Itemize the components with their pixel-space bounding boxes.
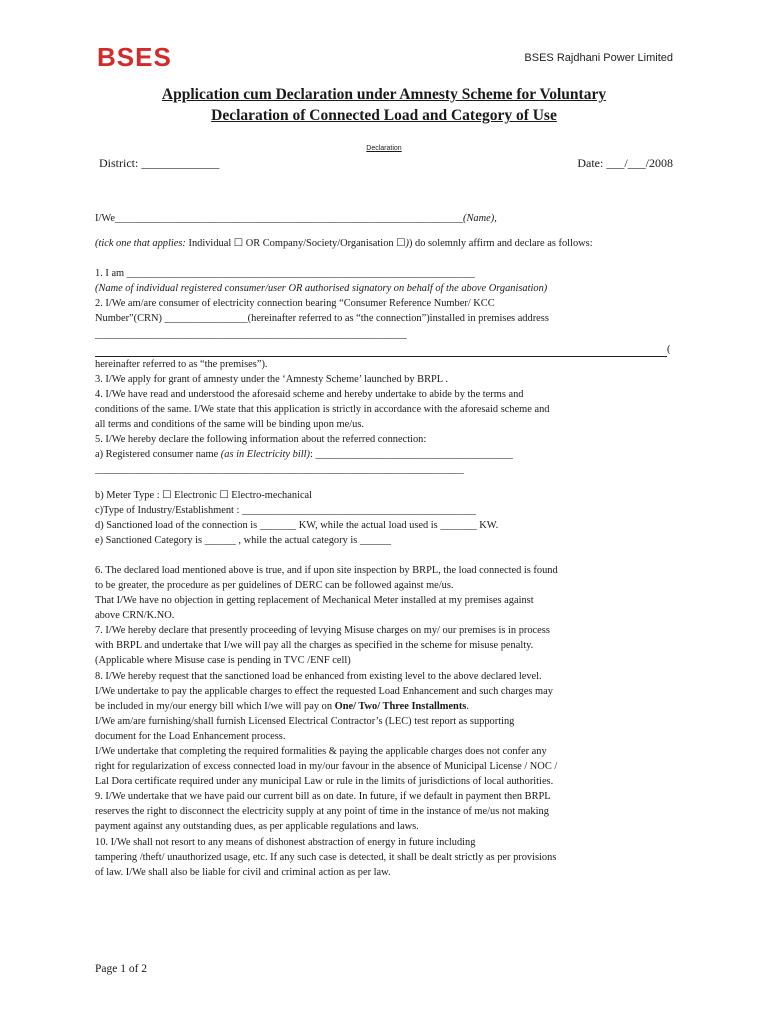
clause-8-line-2: I/We undertake to pay the applicable charges to effect the requested Load Enhancement and such charges may: [95, 685, 553, 697]
clause-8-line-5: document for the Load Enhancement process.: [95, 730, 286, 742]
clause-7-line-2: with BRPL and undertake that I/we will pay all the charges as specified in the scheme for misuse penalty.: [95, 640, 534, 652]
clause-6-line-2: to be greater, the procedure as per guidelines of DERC can be followed against me/us.: [95, 579, 454, 591]
clause-4-line-3: all terms and conditions of the same will be binding upon me/us.: [95, 419, 364, 431]
clause-9-line-2: reserves the right to disconnect the electricity supply at any point of time in the instance of me/us not making: [95, 806, 549, 818]
clause-1-note: (Name of individual registered consumer/user OR authorised signatory on behalf of the above Organisation): [95, 283, 548, 295]
clause-5d: d) Sanctioned load of the connection is _______ KW, while the actual load used is _______ KW.: [95, 519, 499, 531]
date-field: Date: ___/___/2008: [577, 156, 673, 170]
clause-2-line-4: (: [95, 342, 675, 357]
clause-4-line-2: conditions of the same. I/We state that this application is strictly in accordance with the aforesaid scheme and: [95, 404, 550, 416]
bses-logo: BSES: [97, 42, 172, 72]
clause-6-line-4: above CRN/K.NO.: [95, 610, 175, 622]
clause-7-line-1: 7. I/We hereby declare that presently proceeding of levying Misuse charges on my/ our premises is in process: [95, 625, 550, 637]
clause-1: 1. I am ___________________________________________________________________: [95, 268, 475, 280]
clause-2-line-1: 2. I/We am/are consumer of electricity connection bearing “Consumer Reference Number/ KCC: [95, 298, 495, 310]
company-name: BSES Rajdhani Power Limited: [524, 52, 673, 64]
applicant-name-line: I/We___________________________________________________________________(Name),: [95, 213, 497, 224]
clause-2-line-3: ____________________________________________________________: [95, 328, 407, 340]
clause-8-line-7: right for regularization of excess connected load in my/our favour in the absence of Municipal License / NOC /: [95, 761, 558, 773]
clause-4-line-1: 4. I/We have read and understood the aforesaid scheme and hereby undertake to abide by the terms and: [95, 388, 524, 400]
clause-8-line-1: 8. I/We hereby request that the sanctioned load be enhanced from existing level to the above declared level.: [95, 670, 542, 682]
declaration-body: [95, 211, 675, 880]
document-title-line-2: Declaration of Connected Load and Category of Use: [211, 107, 557, 124]
tick-applicant-type: (tick one that applies: Individual ☐ OR Company/Society/Organisation ☐)) do solemnly affirm and declare as follows:: [95, 238, 593, 250]
clause-10-line-2: tampering /theft/ unauthorized usage, etc. If any such case is detected, it shall be dealt strictly as per provisions: [95, 851, 557, 863]
district-field: District: _____________: [99, 156, 220, 170]
clause-10-line-1: 10. I/We shall not resort to any means of dishonest abstraction of energy in future including: [95, 836, 476, 848]
document-title-line-1: Application cum Declaration under Amnesty Scheme for Voluntary: [161, 86, 607, 103]
clause-2-line-5: hereinafter referred to as “the premises”).: [95, 358, 268, 370]
clause-5: 5. I/We hereby declare the following information about the referred connection:: [95, 434, 427, 446]
clause-5a: a) Registered consumer name (as in Electricity bill): ______________________________________: [95, 449, 513, 461]
clause-8-line-3: be included in my/our energy bill which I/we will pay on One/ Two/ Three Installments.: [95, 700, 469, 712]
clause-5a-line-2: _______________________________________________________________________: [95, 464, 464, 476]
clause-5e: e) Sanctioned Category is ______ , while the actual category is ______: [95, 534, 392, 546]
clause-8-line-4: I/We am/are furnishing/shall furnish Licensed Electrical Contractor’s (LEC) test report as supporting: [95, 715, 515, 727]
page-number: Page 1 of 2: [95, 963, 148, 975]
clause-5c: c)Type of Industry/Establishment : _____________________________________________: [95, 504, 476, 516]
declaration-heading: Declaration: [366, 145, 402, 152]
clause-2-line-2: Number”(CRN) ________________(hereinafter referred to as “the connection”)installed in premises address: [95, 313, 549, 325]
clause-5b-meter-type: b) Meter Type : ☐ Electronic ☐ Electro-mechanical: [95, 489, 313, 501]
clause-3: 3. I/We apply for grant of amnesty under the ‘Amnesty Scheme’ launched by BRPL .: [95, 373, 448, 385]
clause-9-line-1: 9. I/We undertake that we have paid our current bill as on date. In future, if we default in payment then BRPL: [95, 791, 551, 803]
clause-7-line-3: (Applicable where Misuse case is pending in TVC /ENF cell): [95, 655, 351, 667]
clause-8-line-6: I/We undertake that completing the required formalities & paying the applicable charges does not confer any: [95, 746, 547, 757]
clause-6-line-1: 6. The declared load mentioned above is true, and if upon site inspection by BRPL, the load connected is found: [95, 564, 558, 576]
clause-8-line-8: Lal Dora certificate required under any municipal Law or rule in the limits of jurisdictions of local authorities.: [95, 776, 554, 788]
clause-10-line-3: of law. I/We shall also be liable for civil and criminal action as per law.: [95, 866, 391, 878]
clause-6-line-3: That I/We have no objection in getting replacement of Mechanical Meter installed at my premises against: [95, 595, 534, 607]
clause-9-line-3: payment against any outstanding dues, as per applicable regulations and laws.: [95, 821, 419, 833]
